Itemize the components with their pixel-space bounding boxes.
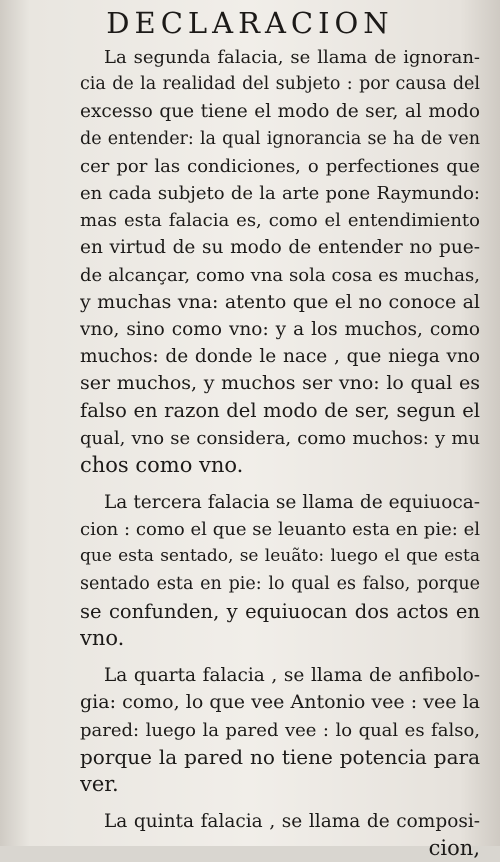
text-line: porque la pared no tiene potencia para — [80, 744, 480, 769]
text-line: pared: luego la pared vee : lo qual es falso, — [80, 719, 480, 741]
text-line: La segunda falacia, se llama de ignoran- — [104, 47, 480, 68]
text-line: muchos: de donde le nace , que niega vno — [80, 346, 480, 368]
text-line: de entender: la qual ignorancia se ha de ven — [80, 128, 480, 149]
text-line: vno. — [80, 625, 125, 650]
text-line: La quinta falacia , se llama de composi- — [104, 811, 480, 833]
text-line: La quarta falacia , se llama de anfibolo- — [104, 665, 480, 687]
text-line: cia de la realidad del subjeto : por causa del — [80, 74, 480, 95]
text-line: chos como vno. — [80, 452, 244, 477]
text-line: vno, sino como vno: y a los muchos, como — [80, 318, 480, 340]
text-line: falso en razon del modo de ser, segun el — [80, 399, 480, 423]
text-line: de alcançar, como vna sola cosa es muchas, — [80, 264, 480, 286]
paragraph-quinta-falacia — [80, 808, 480, 862]
text-line: excesso que tiene el modo de ser, al modo — [80, 101, 480, 123]
text-line: y muchas vna: atento que el no conoce al — [80, 290, 480, 313]
text-line: sentado esta en pie: lo qual es falso, porque — [80, 573, 480, 594]
text-line: gia: como, lo que vee Antonio vee : vee la — [80, 691, 480, 714]
text-line: cer por las condiciones, o perfectiones que — [80, 155, 480, 177]
text-line: mas esta falacia es, como el entendimiento — [80, 210, 480, 232]
text-line: cion, — [428, 836, 480, 861]
text-line: en virtud de su modo de entender no pue- — [80, 237, 480, 259]
text-line: ver. — [80, 771, 119, 796]
text-line: se confunden, y equiuocan dos actos en — [80, 599, 480, 623]
text-line: qual, vno se considera, como muchos: y mu — [80, 427, 480, 449]
text-line: que esta sentado, se leuãto: luego el que esta — [80, 546, 480, 567]
running-head: DECLARACION — [106, 6, 394, 40]
text-line: en cada subjeto de la arte pone Raymundo: — [80, 182, 480, 204]
body-text — [80, 44, 480, 862]
text-line: cion : como el que se leuanto esta en pie: el — [80, 519, 480, 541]
text-line: La tercera falacia se llama de equiuoca- — [104, 492, 480, 513]
paragraph-tercera-falacia — [80, 489, 480, 652]
paragraph-segunda-falacia — [80, 44, 480, 479]
text-line: ser muchos, y muchos ser vno: lo qual es — [80, 372, 480, 395]
paragraph-quarta-falacia — [80, 662, 480, 798]
